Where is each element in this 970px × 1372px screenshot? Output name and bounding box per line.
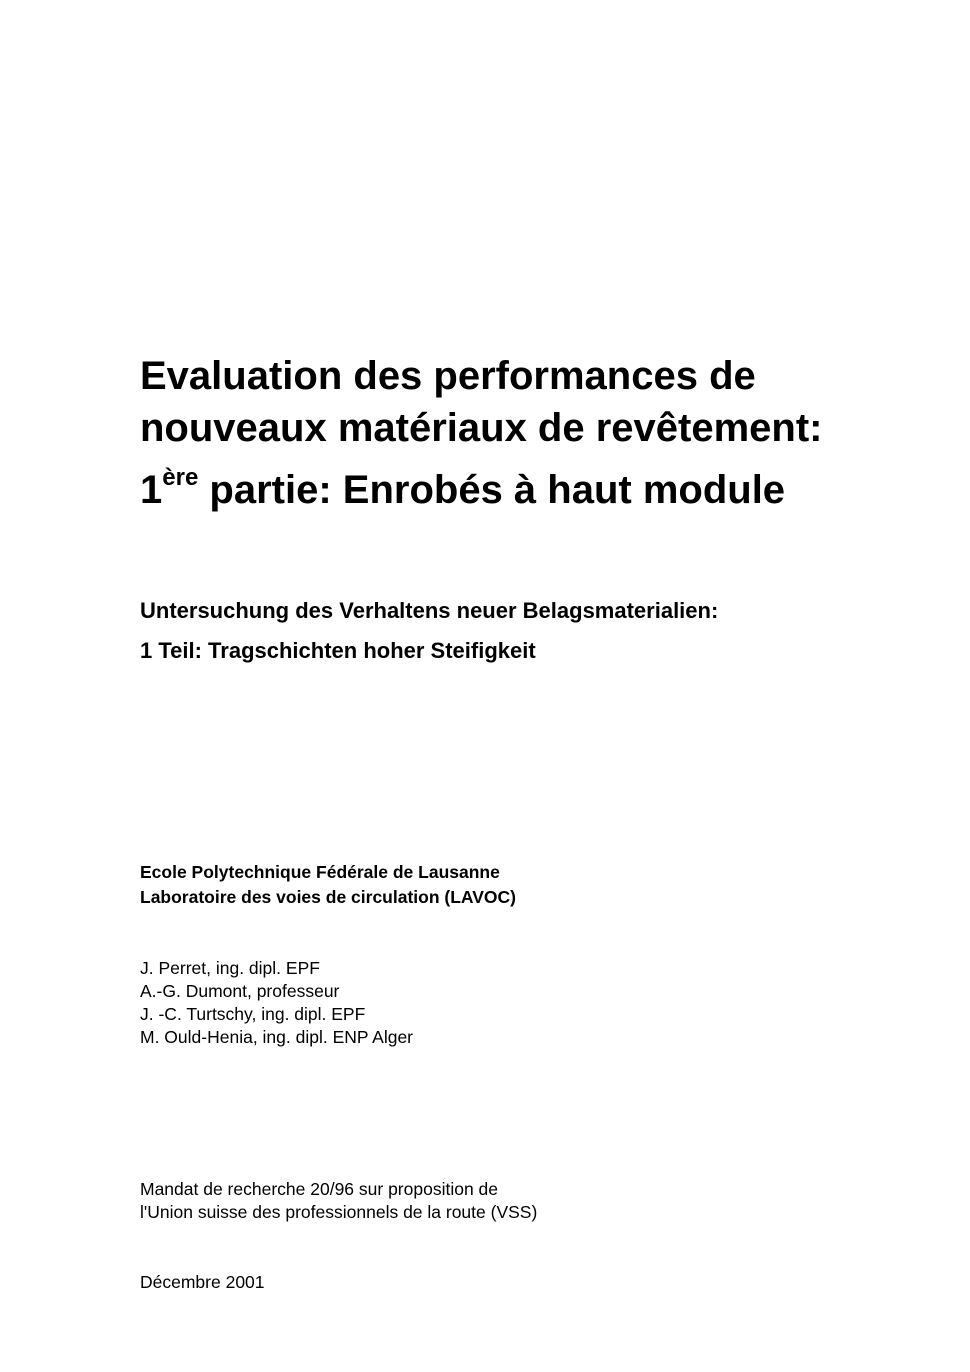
institution-name: Ecole Polytechnique Fédérale de Lausanne <box>140 862 500 882</box>
title-part-text: partie: Enrobés à haut module <box>198 468 786 512</box>
mandate-line-2: l'Union suisse des professionnels de la route (VSS) <box>140 1202 538 1222</box>
title-line-1: Evaluation des performances de <box>140 354 756 398</box>
subtitle-line-1: Untersuchung des Verhaltens neuer Belagsmaterialien: <box>140 598 719 623</box>
authors-list <box>140 957 413 1049</box>
laboratory-name: Laboratoire des voies de circulation (LAVOC) <box>140 887 517 907</box>
author-item: M. Ould-Henia, ing. dipl. ENP Alger <box>140 1027 414 1047</box>
title-part-superscript: ère <box>162 464 199 491</box>
title-part-number: 1 <box>140 468 163 512</box>
title-line-2: nouveaux matériaux de revêtement: <box>140 406 823 450</box>
mandate-block <box>140 1178 537 1224</box>
author-item: J. -C. Turtschy, ing. dipl. EPF <box>140 1004 366 1024</box>
author-item: A.-G. Dumont, professeur <box>140 981 340 1001</box>
publication-date: Décembre 2001 <box>140 1272 265 1292</box>
subtitle-line-2: 1 Teil: Tragschichten hoher Steifigkeit <box>140 638 536 663</box>
document-subtitle <box>140 591 718 671</box>
document-title <box>140 350 822 516</box>
title-line-3 <box>140 464 822 516</box>
author-item: J. Perret, ing. dipl. EPF <box>140 958 320 978</box>
mandate-line-1: Mandat de recherche 20/96 sur proposition de <box>140 1179 499 1199</box>
institution-block <box>140 860 516 910</box>
